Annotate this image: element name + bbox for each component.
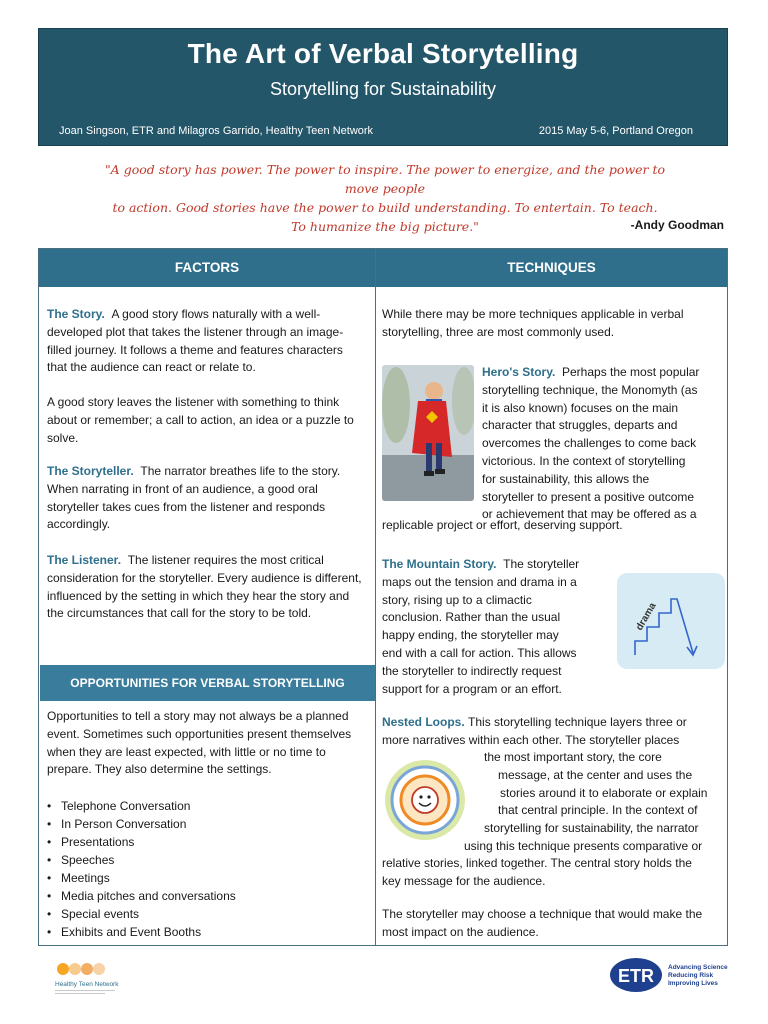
list-item: • Meetings bbox=[47, 869, 236, 887]
hero-line: for sustainability, this allows the bbox=[482, 471, 650, 486]
pull-quote bbox=[100, 160, 670, 236]
htn-logo-icon bbox=[55, 960, 135, 1000]
nested-line: storytelling for sustainability, the narrator bbox=[484, 821, 699, 836]
content-table bbox=[38, 248, 728, 946]
mountain-line: the storyteller to indirectly request bbox=[382, 663, 562, 678]
mountain-term: The Mountain Story. bbox=[382, 557, 497, 571]
authors-line: Joan Singson, ETR and Milagros Garrido, Healthy Teen Network bbox=[59, 125, 374, 137]
list-item: • Exhibits and Event Booths bbox=[47, 923, 236, 941]
hero-line: storyteller to present a positive outcome bbox=[482, 489, 695, 504]
mountain-line: story, rising up to a climactic bbox=[382, 592, 532, 607]
nested-line: the most important story, the core bbox=[484, 750, 662, 764]
nested-line: This storytelling technique layers three or bbox=[468, 715, 687, 729]
nested-line: that central principle. In the context of bbox=[498, 803, 698, 818]
mountain-line: happy ending, the storyteller may bbox=[382, 628, 559, 643]
quote-author: -Andy Goodman bbox=[630, 218, 724, 232]
nested-line: message, at the center and uses the bbox=[498, 767, 693, 782]
opportunities-intro: Opportunities to tell a story may not always be a planned event. Sometimes such opportunities present themselves when they are least expected, with little or no time to prepare. They also determine the settings. bbox=[47, 709, 352, 777]
event-line: 2015 May 5-6, Portland Oregon bbox=[538, 125, 693, 137]
mountain-line: The storyteller bbox=[503, 557, 580, 571]
list-item: • Special events bbox=[47, 905, 236, 923]
column-divider bbox=[375, 249, 376, 945]
nested-line: relative stories, linked together. The central story holds the bbox=[382, 856, 692, 870]
techniques-intro: While there may be more techniques applicable in verbal storytelling, three are most commonly used. bbox=[382, 307, 684, 339]
list-item: • In Person Conversation bbox=[47, 815, 236, 833]
storyteller-term: The Storyteller. bbox=[47, 464, 134, 478]
nested-loops-target-icon bbox=[384, 759, 466, 841]
nested-paragraph bbox=[382, 714, 717, 750]
story-term: The Story. bbox=[47, 307, 105, 321]
page-title: The Art of Verbal Storytelling bbox=[187, 38, 579, 69]
mountain-line: support for a program or an effort. bbox=[382, 681, 562, 696]
nested-line: using this technique presents comparative or bbox=[464, 838, 703, 853]
story-text: A good story flows naturally with a well-developed plot that takes the listener through an image-filled journey. It follows a theme and features characters that the audience can react or relate to. bbox=[47, 307, 344, 375]
listener-term: The Listener. bbox=[47, 553, 122, 567]
techniques-heading: TECHNIQUES bbox=[376, 249, 727, 287]
nested-line: more narratives within each other. The storyteller places bbox=[382, 732, 680, 747]
mountain-stairs-icon bbox=[617, 573, 725, 669]
factors-heading: FACTORS bbox=[39, 249, 375, 287]
page-subtitle: Storytelling for Sustainability bbox=[269, 79, 497, 99]
hero-line-last: replicable project or effort, deserving support. bbox=[382, 518, 623, 532]
quote-line: to action. Good stories have the power to build understanding. To entertain. To teach. bbox=[112, 200, 658, 215]
mountain-paragraph bbox=[382, 556, 612, 698]
hero-line: victorious. In the context of storytelling bbox=[482, 453, 686, 468]
hero-line: storytelling technique, the Monomyth (as bbox=[482, 382, 698, 397]
storyteller-paragraph bbox=[47, 463, 365, 534]
hero-child-photo bbox=[382, 365, 474, 501]
opportunities-list bbox=[47, 797, 236, 941]
list-item: • Telephone Conversation bbox=[47, 797, 236, 815]
hero-line: character that struggles, departs and bbox=[482, 418, 678, 433]
list-item: • Presentations bbox=[47, 833, 236, 851]
etr-tagline: Improving Lives bbox=[668, 980, 718, 987]
hero-paragraph bbox=[482, 364, 722, 524]
list-item: • Speeches bbox=[47, 851, 236, 869]
hero-term: Hero's Story. bbox=[482, 365, 556, 379]
header-banner bbox=[38, 28, 728, 146]
mountain-line: conclusion. Rather than the usual bbox=[382, 610, 561, 625]
quote-line: To humanize the big picture." bbox=[291, 219, 479, 234]
listener-text: The listener requires the most critical consideration for the storyteller. Every audience is different, influenced by the setting in which they hear the story and the circumstances that call for the story to be told. bbox=[47, 553, 362, 621]
nested-last bbox=[382, 855, 717, 891]
hero-line: overcomes the challenges to come back bbox=[482, 436, 697, 451]
listener-paragraph bbox=[47, 552, 365, 623]
story-paragraph-2: A good story leaves the listener with something to think about or remember; a call to action, an idea or a puzzle to solve. bbox=[47, 395, 354, 445]
hero-child-illustration bbox=[382, 365, 474, 501]
etr-logo-icon bbox=[610, 955, 730, 995]
hero-line: or achievement that may be offered as a bbox=[482, 507, 697, 522]
storyteller-text: The narrator breathes life to the story. When narrating in front of an audience, a good oral storyteller takes cues from the listener and responds accordingly. bbox=[47, 464, 341, 532]
mountain-line: end with a call for action. This allows bbox=[382, 645, 577, 660]
nested-term: Nested Loops. bbox=[382, 715, 465, 729]
drama-label: drama bbox=[634, 601, 659, 633]
mountain-diagram bbox=[617, 573, 725, 669]
closing-paragraph: The storyteller may choose a technique that would make the most impact on the audience. bbox=[382, 907, 703, 939]
etr-tagline: Reducing Risk bbox=[668, 972, 714, 979]
htn-logo-text: Healthy Teen Network bbox=[55, 981, 119, 988]
nested-wrap-lines bbox=[464, 749, 726, 856]
opportunities-heading: OPPORTUNITIES FOR VERBAL STORYTELLING bbox=[40, 665, 375, 701]
story-paragraph bbox=[47, 306, 365, 377]
list-item: • Media pitches and conversations bbox=[47, 887, 236, 905]
hero-line: Perhaps the most popular bbox=[562, 365, 700, 379]
nested-line: stories around it to elaborate or explain bbox=[500, 785, 708, 800]
etr-logo bbox=[610, 955, 730, 995]
nested-line: key message for the audience. bbox=[382, 873, 546, 888]
healthy-teen-network-logo bbox=[55, 960, 135, 1000]
quote-line: "A good story has power. The power to inspire. The power to energize, and the power to move people bbox=[104, 162, 666, 196]
hero-line: it is also known) focuses on the main bbox=[482, 400, 679, 415]
etr-logo-text: ETR bbox=[618, 966, 654, 986]
etr-tagline: Advancing Science bbox=[668, 964, 728, 971]
mountain-line: maps out the tension and drama in a bbox=[382, 574, 577, 589]
